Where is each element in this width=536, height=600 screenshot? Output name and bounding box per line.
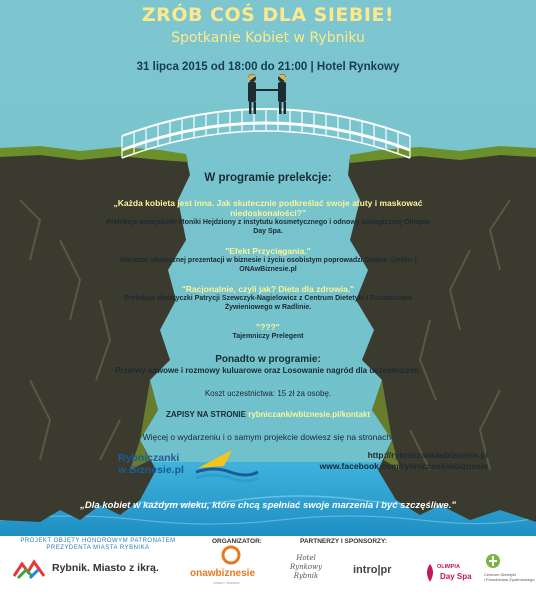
project-logo[interactable] — [114, 444, 264, 489]
talk-description: Warsztat skutecznej prezentacji w biznesie i życiu osobistym poprowadzi Sabina Cieślar | ONAwBiznesie.pl — [119, 257, 417, 273]
olimpia-logo-text: OLIMPIA — [437, 564, 460, 570]
signup-line — [0, 410, 536, 419]
talk-description: Prelekcja specjalistki Moniki Hejdziony z instytutu kosmetycznego i odnowy biologicznej Olimpia Day Spa. — [106, 219, 430, 235]
extras-heading: Ponadto w programie: — [215, 354, 321, 365]
talk-item — [100, 198, 436, 236]
talk-description: Prelekcja dietetyczki Patrycji Szewczyk-Nagielowicz z Centrum Dietetyki i Poradnictwa Żywieniowego w Radlinie. — [124, 295, 412, 311]
website-links — [288, 450, 488, 472]
onawbiznesie-logo-text: onawbiznesie — [190, 568, 256, 579]
dayspa-logo-text: Day Spa — [440, 572, 472, 581]
talk-title: „Każda kobieta jest inna. Jak skutecznie podkreślać swoje atuty i maskować niedoskonałości?" — [113, 198, 423, 218]
poster-title: ZRÓB COŚ DLA SIEBIE! — [141, 4, 395, 26]
talk-item — [100, 284, 436, 312]
rybnik-logo-icon — [12, 558, 46, 580]
website-link[interactable]: http://rybniczankiwbiznesie.pl — [367, 450, 488, 460]
talk-title: "Efekt Przyciągania." — [225, 246, 311, 256]
hotel-rynkowy-logo: Hotel Rynkowy Rybnik — [289, 554, 322, 580]
talk-item — [100, 322, 436, 341]
partners-label: PARTNERZY I SPONSORZY: — [300, 538, 388, 545]
talk-item — [100, 246, 436, 274]
program-heading: W programie prelekcje: — [204, 172, 332, 184]
facebook-link[interactable]: www.facebook.com/rybniczankiwbiznesie — [319, 461, 488, 471]
sponsors-footer — [0, 536, 536, 600]
poster-subtitle: Spotkanie Kobiet w Rybniku — [171, 30, 365, 46]
talk-description: Tajemniczy Prelegent — [232, 333, 304, 340]
olimpia-logo-icon — [422, 562, 438, 584]
intro-pr-logo: intro|pr — [353, 564, 392, 576]
dietetyka-logo-icon — [484, 552, 502, 570]
organizer-label: ORGANIZATOR: — [212, 538, 262, 545]
rybnik-logo-text: Rybnik. Miasto z ikrą. — [52, 562, 159, 574]
extras-text: Przerwy kawowe i rozmowy kuluarowe oraz Losowanie nagród dla uczestniczek. — [115, 366, 421, 375]
talk-title: "Racjonalnie, czyli jak? Dieta dla zdrowia." — [181, 284, 355, 294]
onawbiznesie-logo-subtext: KOBIETY BIZNESU — [213, 581, 240, 585]
wave-icon — [194, 446, 260, 486]
signup-label: ZAPISY NA STRONIE — [165, 410, 246, 419]
onawbiznesie-logo-icon — [220, 544, 242, 566]
patronage-text: PROJEKT OBJĘTY HONOROWYM PATRONATEM PREZYDENTA MIASTA RYBNIKA — [20, 538, 176, 551]
more-info-text: Więcej o wydarzeniu i o samym projekcie dowiesz się na stronach: — [142, 432, 394, 442]
motto: „Dla kobiet w każdym wieku, które chcą spełniać swoje marzenia i być szczęśliwe." — [80, 500, 456, 511]
program-section — [100, 172, 436, 351]
signup-link[interactable]: rybniczankiwbiznesie.pl/kontakt — [248, 410, 371, 419]
extras-section — [80, 354, 456, 375]
cost-text: Koszt uczestnictwa: 15 zł za osobę. — [204, 389, 332, 398]
event-date-location: 31 lipca 2015 od 18:00 do 21:00 | Hotel Rynkowy — [136, 61, 400, 73]
project-logo-text: Rybniczanki w Biznesie.pl — [118, 452, 184, 476]
dietetyka-logo-text: Centrum Dietetyki i Poradnictwa Żywieniowego — [484, 572, 535, 582]
talk-title: "???" — [256, 322, 280, 332]
